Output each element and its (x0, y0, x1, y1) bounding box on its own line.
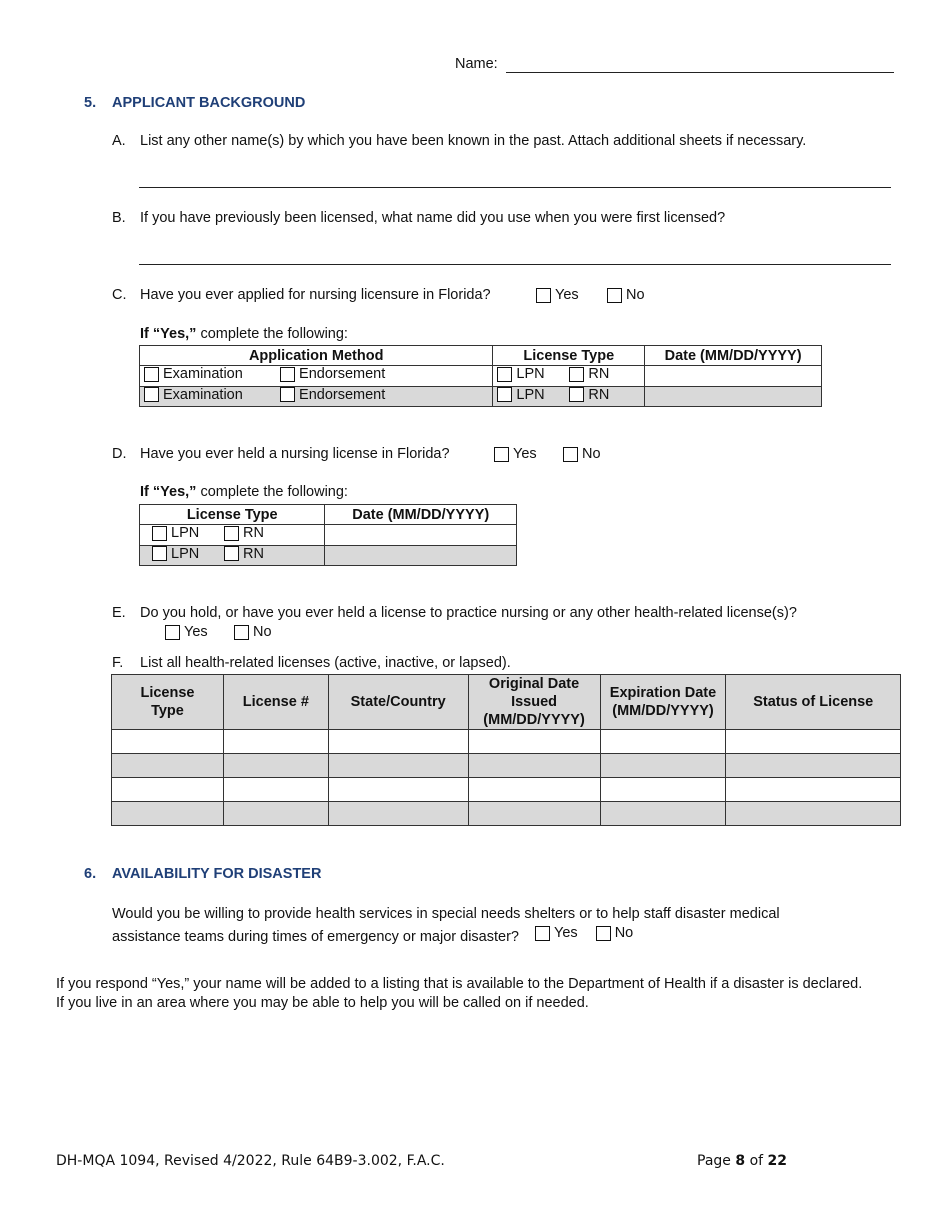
option-label: Examination (163, 366, 243, 382)
option-label: RN (243, 545, 264, 562)
question-d-text: Have you ever held a nursing license in Florida? (140, 446, 450, 462)
date-cell[interactable] (325, 545, 517, 566)
header-status: Status of License (726, 675, 901, 730)
checkbox[interactable] (494, 447, 509, 462)
checkbox[interactable] (152, 526, 167, 541)
table-row (112, 778, 901, 802)
table-cell[interactable] (223, 778, 328, 802)
checkbox[interactable] (569, 387, 584, 402)
table-cell[interactable] (112, 802, 224, 826)
option-label: No (582, 446, 601, 462)
header-original-date: Original Date Issued (MM/DD/YYYY) (468, 675, 600, 730)
question-a-letter: A. (112, 133, 126, 149)
table-cell[interactable] (468, 778, 600, 802)
section-5-number: 5. (84, 95, 97, 111)
checkbox[interactable] (536, 288, 551, 303)
checkbox[interactable] (280, 367, 295, 382)
table-cell[interactable] (726, 802, 901, 826)
checkbox[interactable] (607, 288, 622, 303)
table-cell[interactable] (328, 802, 468, 826)
header-license-type: License Type (112, 675, 224, 730)
checkbox[interactable] (569, 367, 584, 382)
examination-option[interactable] (144, 387, 276, 403)
table-row (140, 545, 517, 566)
table-row (140, 366, 822, 387)
license-type-cell (493, 386, 645, 407)
option-label: RN (588, 386, 610, 403)
option-label: LPN (171, 525, 200, 541)
checkbox[interactable] (152, 546, 167, 561)
table-cell[interactable] (726, 754, 901, 778)
of-word: of (749, 1153, 764, 1169)
table-row (112, 802, 901, 826)
table-cell[interactable] (600, 802, 726, 826)
if-yes-bold: If “Yes,” (140, 484, 197, 500)
table-cell[interactable] (223, 802, 328, 826)
name-field[interactable] (506, 72, 894, 73)
question-e-letter: E. (112, 605, 126, 621)
option-label: No (626, 287, 645, 303)
option-label: Yes (184, 624, 208, 640)
license-type-cell (140, 525, 325, 546)
header-application-method: Application Method (140, 346, 493, 366)
checkbox[interactable] (497, 367, 512, 382)
question-c-letter: C. (112, 287, 127, 303)
checkbox[interactable] (224, 546, 239, 561)
question-f-text: List all health-related licenses (active, inactive, or lapsed). (140, 655, 511, 671)
health-licenses-table (111, 674, 901, 826)
total-pages: 22 (767, 1153, 787, 1169)
table-row (140, 525, 517, 546)
checkbox[interactable] (165, 625, 180, 640)
option-label: Yes (555, 287, 579, 303)
question-c-no[interactable] (607, 287, 645, 303)
question-d-letter: D. (112, 446, 127, 462)
license-type-cell (493, 366, 645, 387)
option-label: Yes (513, 446, 537, 462)
application-method-cell (140, 366, 493, 387)
application-table (139, 345, 822, 407)
header-license-number: License # (223, 675, 328, 730)
question-b-text: If you have previously been licensed, what name did you use when you were first licensed? (140, 210, 726, 226)
name-label: Name: (455, 56, 498, 72)
checkbox[interactable] (497, 387, 512, 402)
table-cell[interactable] (600, 754, 726, 778)
checkbox[interactable] (535, 926, 550, 941)
table-cell[interactable] (112, 730, 224, 754)
table-cell[interactable] (328, 730, 468, 754)
question-c-instruction (140, 326, 348, 342)
option-label: Endorsement (299, 386, 386, 403)
rn-option[interactable] (569, 387, 609, 403)
endorsement-option[interactable] (280, 366, 385, 382)
application-method-cell (140, 386, 493, 407)
checkbox[interactable] (596, 926, 611, 941)
disaster-question-text: Would you be willing to provide health services in special needs shelters or to help staff disaster medical assistance teams during times of emergency or major disaster? (112, 906, 780, 945)
option-label: LPN (516, 386, 545, 403)
rn-option[interactable] (224, 546, 264, 562)
question-c-yes[interactable] (536, 287, 579, 303)
table-cell[interactable] (600, 778, 726, 802)
if-yes-rest: complete the following: (200, 326, 348, 342)
option-label: LPN (516, 366, 545, 382)
table-row (112, 754, 901, 778)
if-yes-bold: If “Yes,” (140, 326, 197, 342)
lpn-option[interactable] (497, 387, 565, 403)
disaster-question (112, 905, 852, 947)
question-e-yes[interactable] (165, 624, 208, 640)
question-d-instruction (140, 484, 348, 500)
disaster-note: If you respond “Yes,” your name will be added to a listing that is available to the Department of Health if a disaster is declared. If you live in an area where you may be able to help you will be called on if needed. (56, 976, 863, 1011)
option-label: Examination (163, 386, 243, 403)
lpn-option[interactable] (152, 546, 220, 562)
header-state-country: State/Country (328, 675, 468, 730)
header-date: Date (MM/DD/YYYY) (325, 505, 517, 525)
page-number (697, 1153, 787, 1169)
disaster-no[interactable] (596, 924, 634, 943)
date-cell[interactable] (645, 366, 822, 387)
license-type-cell (140, 545, 325, 566)
question-a-text: List any other name(s) by which you have been known in the past. Attach additional sheets if necessary. (140, 133, 807, 149)
table-cell[interactable] (223, 730, 328, 754)
question-b-letter: B. (112, 210, 126, 226)
table-cell[interactable] (468, 754, 600, 778)
question-d-yes[interactable] (494, 446, 537, 462)
rn-option[interactable] (224, 525, 264, 541)
header-date: Date (MM/DD/YYYY) (645, 346, 822, 366)
option-label: Yes (554, 925, 578, 941)
question-d-no[interactable] (563, 446, 601, 462)
table-cell[interactable] (726, 778, 901, 802)
table-cell[interactable] (600, 730, 726, 754)
section-6-number: 6. (84, 866, 97, 882)
examination-option[interactable] (144, 366, 276, 382)
option-label: No (253, 624, 272, 640)
checkbox[interactable] (280, 387, 295, 402)
header-expiration-date: Expiration Date (MM/DD/YYYY) (600, 675, 726, 730)
option-label: No (614, 925, 634, 941)
option-label: LPN (171, 545, 200, 562)
checkbox[interactable] (144, 367, 159, 382)
page-word: Page (697, 1153, 731, 1169)
checkbox[interactable] (144, 387, 159, 402)
date-cell[interactable] (645, 386, 822, 407)
rn-option[interactable] (569, 366, 609, 382)
option-label: RN (588, 366, 610, 382)
section-5-title: APPLICANT BACKGROUND (112, 95, 306, 111)
endorsement-option[interactable] (280, 387, 385, 403)
table-cell[interactable] (112, 754, 224, 778)
held-license-table (139, 504, 517, 566)
checkbox[interactable] (224, 526, 239, 541)
table-cell[interactable] (328, 754, 468, 778)
option-label: Endorsement (299, 366, 386, 382)
option-label: RN (243, 525, 264, 541)
checkbox[interactable] (234, 625, 249, 640)
lpn-option[interactable] (497, 366, 565, 382)
if-yes-rest: complete the following: (200, 484, 348, 500)
other-names-field[interactable] (139, 187, 891, 188)
table-cell[interactable] (726, 730, 901, 754)
lpn-option[interactable] (152, 525, 220, 541)
table-row (112, 730, 901, 754)
checkbox[interactable] (563, 447, 578, 462)
table-cell[interactable] (468, 802, 600, 826)
question-f-letter: F. (112, 655, 124, 671)
table-cell[interactable] (112, 778, 224, 802)
question-e-text: Do you hold, or have you ever held a license to practice nursing or any other health-related license(s)? (140, 605, 797, 621)
current-page: 8 (735, 1153, 746, 1169)
table-cell[interactable] (468, 730, 600, 754)
table-cell[interactable] (223, 754, 328, 778)
header-license-type: License Type (493, 346, 645, 366)
section-6-title: AVAILABILITY FOR DISASTER (112, 866, 322, 882)
question-c-text: Have you ever applied for nursing licensure in Florida? (140, 287, 491, 303)
table-row (140, 386, 822, 407)
header-license-type: License Type (140, 505, 325, 525)
first-license-name-field[interactable] (139, 264, 891, 265)
disaster-yes[interactable] (535, 924, 578, 943)
question-e-no[interactable] (234, 624, 272, 640)
form-identifier: DH-MQA 1094, Revised 4/2022, Rule 64B9-3.002, F.A.C. (56, 1153, 445, 1169)
table-cell[interactable] (328, 778, 468, 802)
date-cell[interactable] (325, 525, 517, 546)
